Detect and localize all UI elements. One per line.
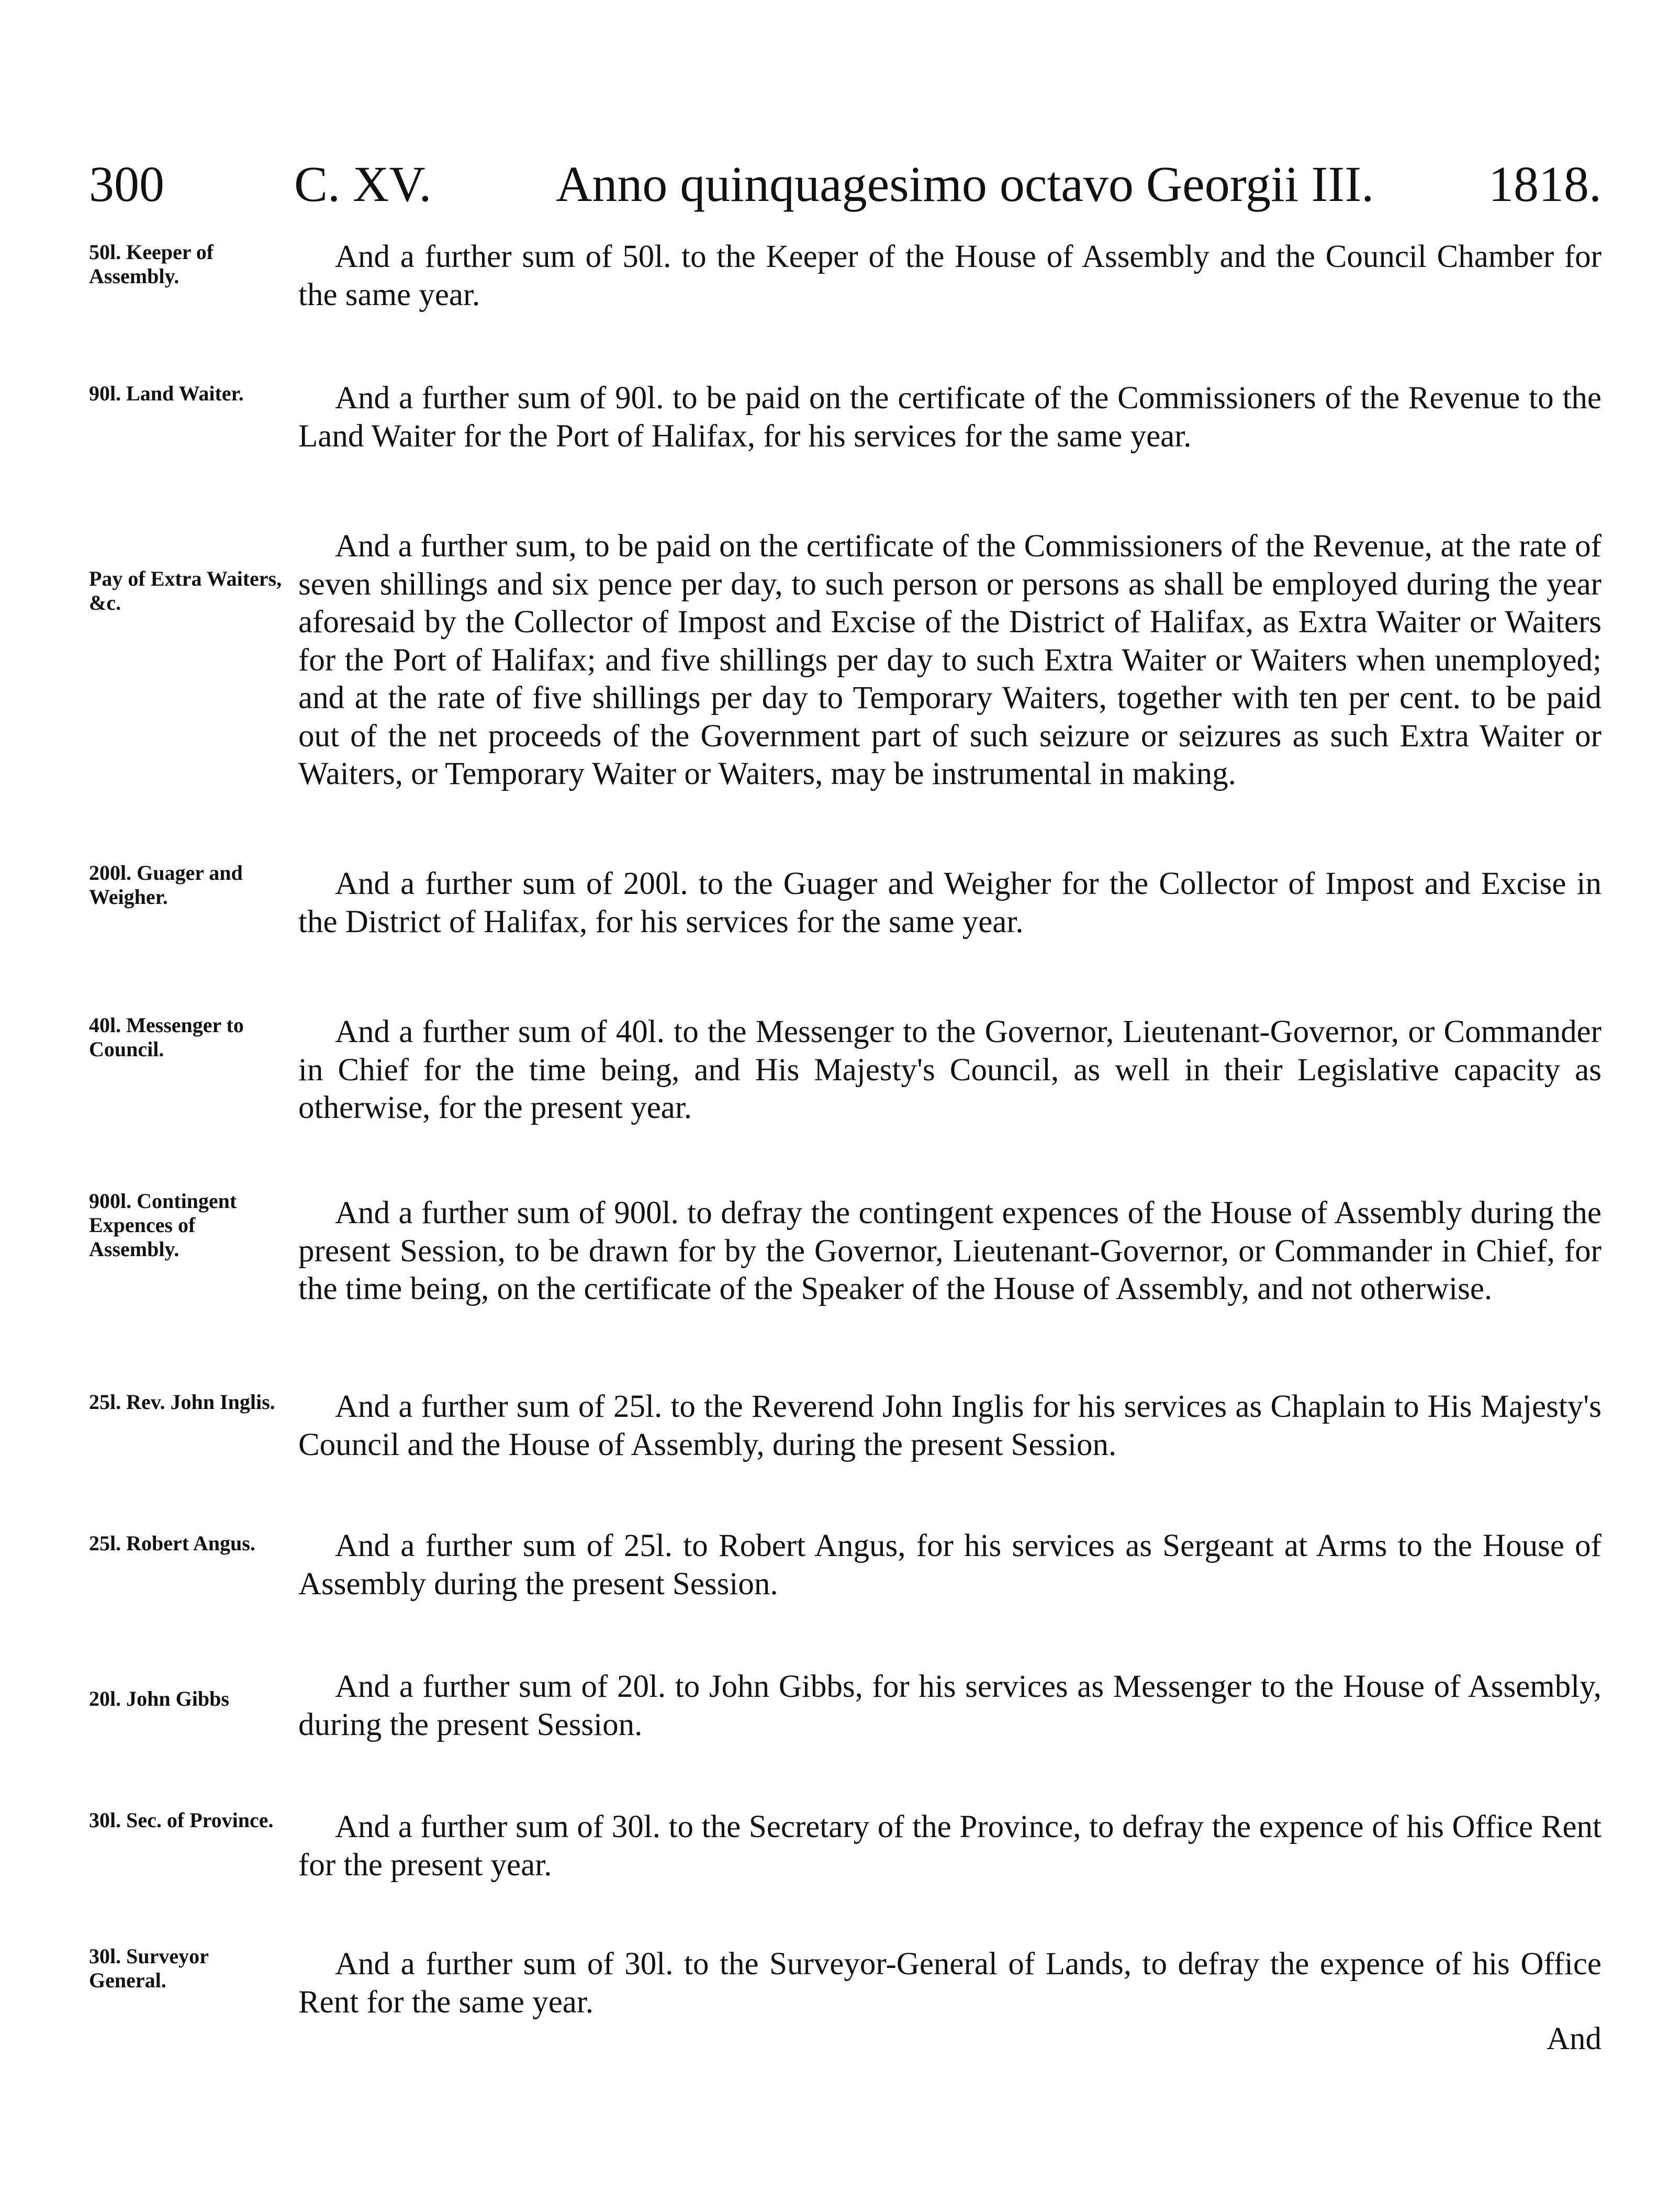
- page-number: 300: [89, 156, 164, 212]
- margin-note: 50l. Keeper of Assembly.: [89, 240, 214, 288]
- margin-note: 900l. Contingent Expences of Assembly.: [89, 1189, 237, 1261]
- entry-text: And a further sum of 30l. to the Surveyor-General of Lands, to defray the expence of his Office Rent for the same year.: [298, 1946, 1601, 2020]
- catchword: And: [1546, 2021, 1601, 2056]
- margin-note: Pay of Extra Waiters, &c.: [89, 567, 282, 614]
- margin-note: 25l. Robert Angus.: [89, 1531, 255, 1555]
- entry-text: And a further sum of 50l. to the Keeper of the House of Assembly and the Council Chamber for the same year.: [298, 239, 1601, 312]
- entry-text: And a further sum of 20l. to John Gibbs, for his services as Messenger to the House of Assembly, during the present Session.: [298, 1669, 1601, 1742]
- margin-note: 25l. Rev. John Inglis.: [89, 1390, 275, 1414]
- header-year: 1818.: [1488, 156, 1601, 212]
- running-title: Anno quinquagesimo octavo Georgii III.: [556, 156, 1374, 212]
- entry-text: And a further sum, to be paid on the certificate of the Commissioners of the Revenue, at the rate of seven shillings and six pence per day, to such person or persons as shall be employed during the year aforesaid by the Collector of Impost and Excise of the District of Halifax, as Extra Waiter or Waiters for the Port of Halifax; and five shillings per day to such Extra Waiter or Waiters when unemployed; and at the rate of five shillings per day to Temporary Waiters, together with ten per cent. to be paid out of the net proceeds of the Government part of such seizure or seizures as such Extra Waiter or Waiters, or Temporary Waiter or Waiters, may be instrumental in making.: [298, 529, 1601, 791]
- entry-text: And a further sum of 900l. to defray the contingent expences of the House of Assembly during the present Session, to be drawn for by the Governor, Lieutenant-Governor, or Commander in Chief, for the time being, on the certificate of the Speaker of the House of Assembly, and not otherwise.: [298, 1195, 1601, 1306]
- entry-text: And a further sum of 30l. to the Secretary of the Province, to defray the expence of his Office Rent for the present year.: [298, 1809, 1601, 1883]
- entry-text: And a further sum of 25l. to Robert Angus, for his services as Sergeant at Arms to the House of Assembly during the present Session.: [298, 1528, 1601, 1602]
- margin-note: 30l. Surveyor General.: [89, 1944, 209, 1992]
- margin-note: 200l. Guager and Weigher.: [89, 861, 243, 909]
- entry-text: And a further sum of 40l. to the Messenger to the Governor, Lieutenant-Governor, or Commander in Chief for the time being, and His Majesty's Council, as well in their Legislative capacity as otherwise, for the present year.: [298, 1014, 1601, 1125]
- margin-note: 20l. John Gibbs: [89, 1687, 229, 1710]
- entry-text: And a further sum of 200l. to the Guager and Weigher for the Collector of Impost and Excise in the District of Halifax, for his services for the same year.: [298, 866, 1601, 939]
- entry-text: And a further sum of 25l. to the Reverend John Inglis for his services as Chaplain to His Majesty's Council and the House of Assembly, during the present Session.: [298, 1389, 1601, 1462]
- running-header: [89, 153, 1601, 216]
- margin-note: 90l. Land Waiter.: [89, 382, 244, 405]
- margin-note: 40l. Messenger to Council.: [89, 1013, 244, 1061]
- margin-note: 30l. Sec. of Province.: [89, 1808, 274, 1832]
- entry-text: And a further sum of 90l. to be paid on the certificate of the Commissioners of the Revenue to the Land Waiter for the Port of Halifax, for his services for the same year.: [298, 381, 1601, 454]
- chapter-number: C. XV.: [294, 156, 432, 212]
